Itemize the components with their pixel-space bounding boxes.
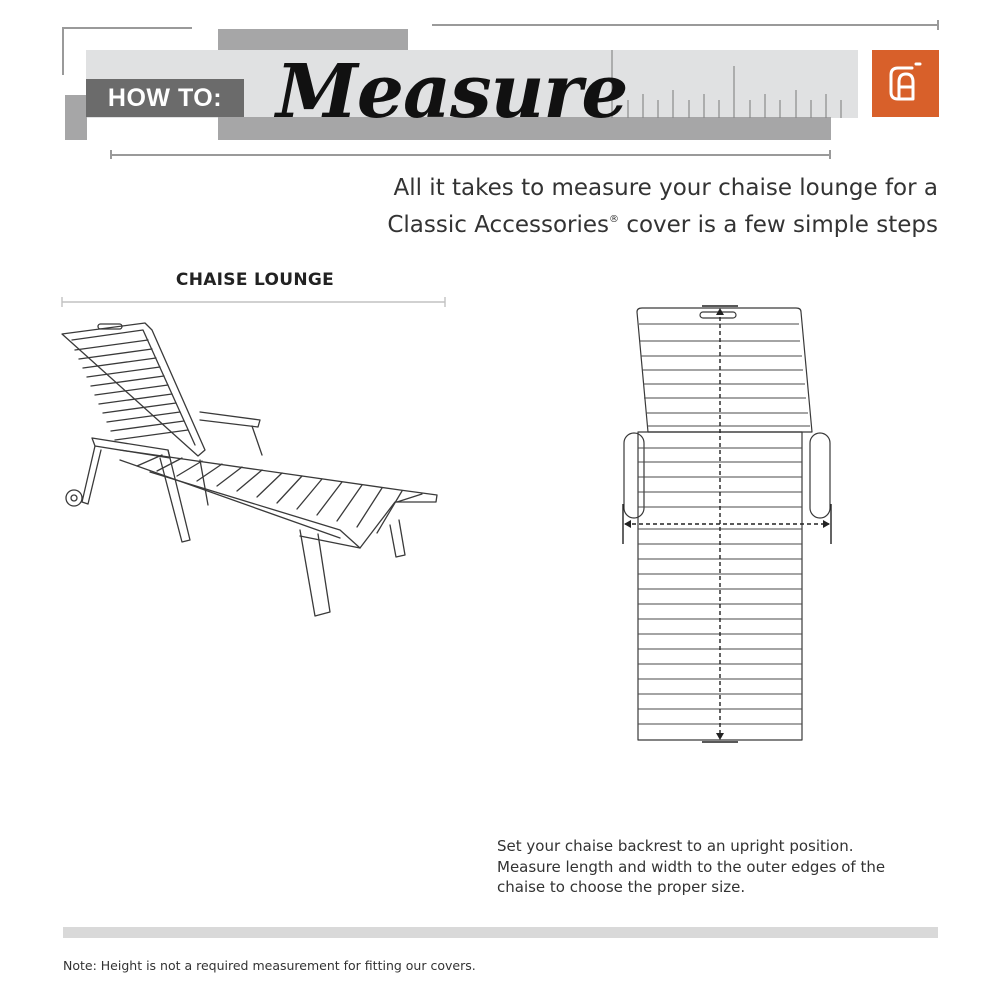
measuring-instructions — [497, 836, 937, 898]
intro-text — [330, 172, 938, 241]
chaise-lounge-illustration — [0, 290, 460, 630]
instruction-line-3: chaise to choose the proper size. — [497, 878, 746, 896]
footer-divider — [63, 927, 938, 938]
chaise-lounge-label: CHAISE LOUNGE — [175, 270, 335, 290]
instruction-line-1: Set your chaise backrest to an upright position. — [497, 837, 854, 855]
footer-note: Note: Height is not a required measurement for fitting our covers. — [63, 958, 476, 973]
ca-monogram-icon — [872, 50, 939, 117]
width-dimension-arrow — [623, 504, 831, 544]
intro-line-1: All it takes to measure your chaise lounge for a — [393, 175, 938, 201]
brand-name: Classic Accessories — [387, 212, 610, 238]
intro-line-2 — [330, 204, 938, 241]
instruction-line-2: Measure length and width to the outer edges of the — [497, 857, 886, 876]
intro-line-2-suffix: cover is a few simple steps — [619, 212, 938, 238]
how-to-label: HOW TO: — [86, 79, 244, 117]
measurement-diagram — [600, 300, 840, 760]
registered-mark: ® — [609, 214, 620, 225]
brand-logo — [872, 50, 939, 117]
page-title: Measure — [276, 49, 628, 135]
